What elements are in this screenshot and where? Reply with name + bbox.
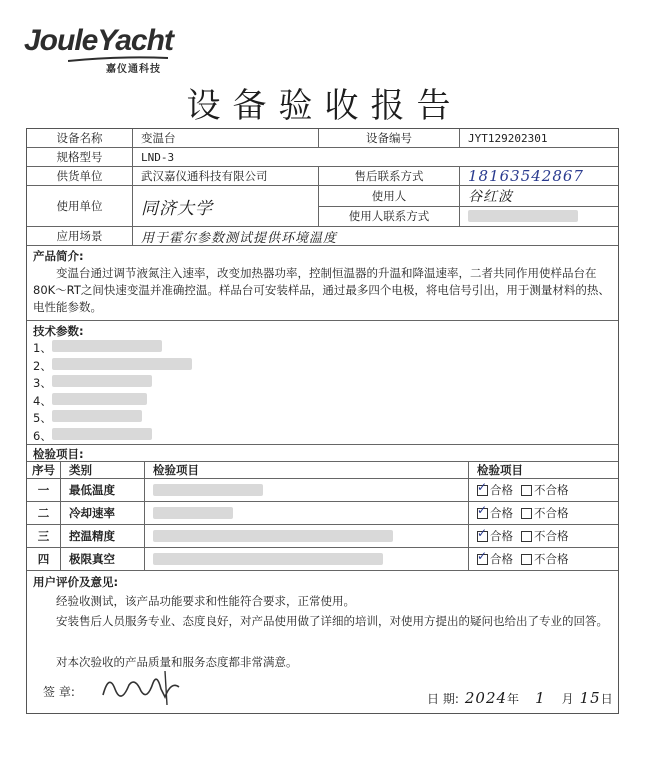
device-name: 变温台: [133, 129, 319, 147]
tech-item: 1、: [33, 340, 192, 358]
pass-checkbox[interactable]: ✓ 合格: [477, 505, 513, 521]
date-month: 1: [535, 689, 546, 707]
user-contact-subrow: [319, 206, 618, 226]
tech-item: 2、: [33, 358, 192, 376]
redacted-contact: [468, 210, 578, 222]
intro-section: [27, 246, 618, 321]
date-year: 2024: [464, 689, 508, 707]
fail-checkbox[interactable]: 不合格: [521, 482, 569, 498]
pass-checkbox[interactable]: ✓ 合格: [477, 482, 513, 498]
date-month-unit: 月: [561, 692, 574, 706]
tech-item: 5、: [33, 410, 192, 428]
feedback-section: [27, 571, 618, 713]
supplier-label: 供货单位: [27, 167, 133, 185]
model-label: 规格型号: [27, 148, 133, 166]
feedback-label: 用户评价及意见:: [33, 575, 119, 589]
date-day-unit: 日: [600, 692, 613, 706]
signature-icon: [95, 667, 185, 707]
fail-checkbox[interactable]: 不合格: [521, 528, 569, 544]
fail-checkbox[interactable]: 不合格: [521, 551, 569, 567]
feedback-p3: 对本次验收的产品质量和服务态度都非常满意。: [56, 655, 298, 669]
col-type: 类别: [61, 462, 145, 478]
model-value: LND-3: [141, 150, 175, 164]
scene-label: 应用场景: [27, 227, 133, 245]
logo-brand: JouleYacht: [24, 24, 173, 57]
fail-checkbox[interactable]: 不合格: [521, 505, 569, 521]
user-contact-value: [460, 206, 618, 226]
sign-label: 签 章:: [43, 685, 75, 699]
date-day: 15: [579, 689, 601, 707]
device-no-label: 设备编号: [319, 129, 460, 147]
user-unit-value: 同济大学: [133, 186, 319, 226]
pass-checkbox[interactable]: ✓ 合格: [477, 551, 513, 567]
feedback-p2: 安装售后人员服务专业、态度良好，对产品使用做了详细的培训，对使用方提出的疑问也给出了专业的回答。: [56, 614, 608, 628]
tech-item: 6、: [33, 428, 192, 446]
user-value: 谷红波: [468, 189, 513, 205]
user-contact-label: 使用人联系方式: [319, 206, 460, 226]
col-result: 检验项目: [477, 463, 523, 477]
intro-label: 产品简介:: [33, 249, 84, 263]
table-row: 四 极限真空 ✓ 合格 不合格: [27, 548, 618, 571]
tech-list: [33, 340, 192, 445]
supplier-value: 武汉嘉仪通科技有限公司: [133, 167, 319, 185]
date-line: [427, 689, 613, 707]
logo-sub: 嘉仪通科技: [106, 64, 161, 75]
row-supplier: [27, 167, 618, 186]
inspect-section-label: [27, 445, 618, 462]
row-user-unit: [27, 186, 618, 227]
inspect-header: [27, 462, 618, 479]
date-year-unit: 年: [507, 692, 520, 706]
pass-checkbox[interactable]: ✓ 合格: [477, 528, 513, 544]
row-scene: [27, 227, 618, 246]
company-logo: [24, 24, 184, 75]
row-model: [27, 148, 618, 167]
user-label: 使用人: [319, 186, 460, 206]
intro-text: 变温台通过调节液氮注入速率，改变加热器功率，控制恒温器的升温和降温速率，二者共同作用使样品台在80K～RT之间快速变温并准确控温。样品台可安装样品，通过最多四个电极，将电信号引出，用于测量材料的热、电性能参数。: [33, 266, 610, 314]
row-device: [27, 129, 618, 148]
tech-label: 技术参数:: [33, 324, 84, 338]
report-form: [26, 128, 619, 714]
user-subrow: [319, 186, 618, 207]
service-phone: 18163542867: [468, 167, 584, 185]
table-row: 二 冷却速率 ✓ 合格 不合格: [27, 502, 618, 525]
tech-section: [27, 321, 618, 445]
service-label: 售后联系方式: [319, 167, 460, 185]
date-label: 日 期:: [427, 692, 459, 706]
page-title: 设备验收报告: [186, 86, 463, 126]
col-item: 检验项目: [145, 462, 469, 478]
tech-item: 3、: [33, 375, 192, 393]
table-row: 一 最低温度 ✓ 合格 不合格: [27, 479, 618, 502]
col-no: 序号: [27, 462, 61, 478]
inspect-label: 检验项目:: [33, 447, 84, 461]
scene-value: 用于霍尔参数测试提供环境温度: [141, 230, 338, 246]
feedback-p1: 经验收测试，该产品功能要求和性能符合要求，正常使用。: [56, 594, 355, 608]
tech-item: 4、: [33, 393, 192, 411]
user-unit-label: 使用单位: [27, 186, 133, 226]
table-row: 三 控温精度 ✓ 合格 不合格: [27, 525, 618, 548]
device-name-label: 设备名称: [27, 129, 133, 147]
device-no: JYT129202301: [468, 131, 548, 145]
